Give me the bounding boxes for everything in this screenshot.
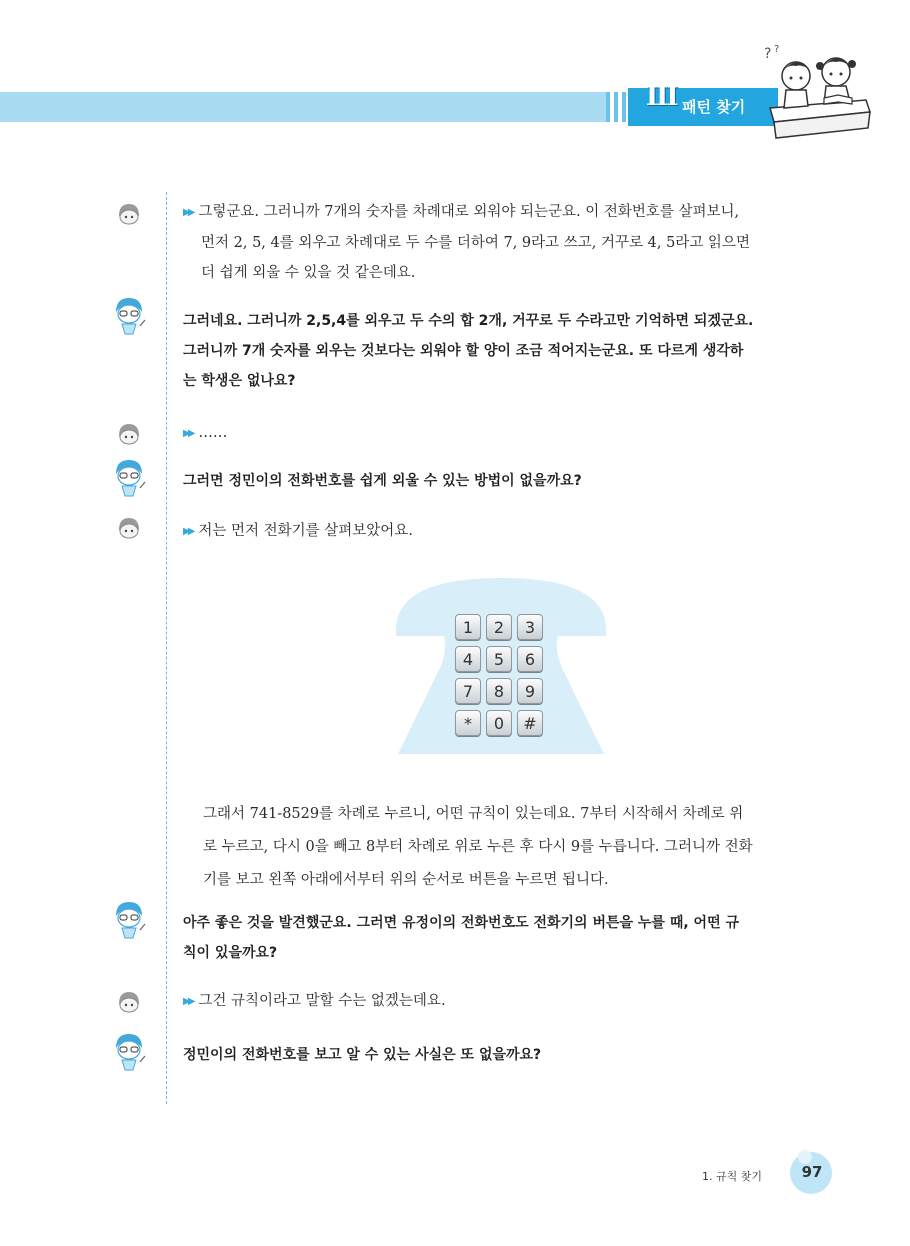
key-button: 2 bbox=[486, 614, 512, 640]
chapter-numeral: III bbox=[646, 82, 677, 112]
teacher-face-icon bbox=[112, 1032, 146, 1076]
student-face-icon bbox=[116, 422, 142, 446]
dialogue-line: 더 쉽게 외울 수 있을 것 같은데요. bbox=[201, 265, 416, 281]
header-stripe bbox=[606, 92, 610, 122]
header-stripe bbox=[622, 92, 626, 122]
dialogue-turn-student bbox=[183, 986, 833, 1017]
chapter-title: 패턴 찾기 bbox=[682, 98, 746, 116]
kids-at-desk-illustration bbox=[762, 40, 872, 140]
dialogue-line bbox=[183, 986, 833, 1017]
dialogue-turn-teacher bbox=[183, 1040, 833, 1070]
header-stripe bbox=[614, 92, 618, 122]
teacher-face-icon bbox=[112, 900, 146, 944]
dialogue-text: 저는 먼저 전화기를 살펴보았어요. bbox=[198, 523, 413, 539]
dialogue-line: 아주 좋은 것을 발견했군요. 그러면 유정이의 전화번호도 전화기의 버튼을 누를 때, 어떤 규 bbox=[183, 915, 739, 931]
dialogue-turn-teacher bbox=[183, 908, 833, 968]
dialogue-line bbox=[183, 418, 833, 449]
phone-keypad bbox=[455, 614, 543, 738]
dialogue-line: 정민이의 전화번호를 보고 알 수 있는 사실은 또 없을까요? bbox=[183, 1047, 542, 1063]
key-button: 6 bbox=[517, 646, 543, 672]
dialogue-line: 그러네요. 그러니까 2,5,4를 외우고 두 수의 합 2개, 거꾸로 두 수라고만 기억하면 되겠군요. bbox=[183, 313, 754, 329]
explanation-line: 로 누르고, 다시 0을 빼고 8부터 차례로 위로 누른 후 다시 9를 누릅니다. 그러니까 전화 bbox=[203, 839, 753, 855]
page-number: 97 bbox=[801, 1163, 823, 1181]
double-arrow-marker: ▶▶ bbox=[183, 428, 193, 439]
dialogue-line: 는 학생은 없나요? bbox=[183, 373, 296, 389]
key-button: 9 bbox=[517, 678, 543, 704]
explanation-line: 그래서 741-8529를 차례로 누르니, 어떤 규칙이 있는데요. 7부터 시작해서 차례로 위 bbox=[203, 806, 744, 822]
dialogue-turn-student bbox=[183, 197, 833, 288]
key-button: * bbox=[455, 710, 481, 736]
key-button: 4 bbox=[455, 646, 481, 672]
dialogue-turn-teacher bbox=[183, 466, 833, 496]
section-label: 1. 규칙 찾기 bbox=[702, 1170, 762, 1183]
dialogue-text: …… bbox=[198, 425, 228, 441]
double-arrow-marker: ▶▶ bbox=[183, 207, 193, 218]
dialogue-line bbox=[183, 197, 833, 228]
svg-text:?: ? bbox=[774, 44, 780, 55]
dialogue-line bbox=[183, 516, 833, 547]
key-button: 1 bbox=[455, 614, 481, 640]
dialogue-line: 먼저 2, 5, 4를 외우고 차례대로 두 수를 더하여 7, 9라고 쓰고, 거꾸로 4, 5라고 읽으면 bbox=[201, 235, 750, 251]
double-arrow-marker: ▶▶ bbox=[183, 526, 193, 537]
dialogue-turn-student bbox=[183, 418, 833, 449]
dialogue-turn-teacher bbox=[183, 306, 833, 396]
key-button: 3 bbox=[517, 614, 543, 640]
key-button: 8 bbox=[486, 678, 512, 704]
dialogue-turn-student bbox=[183, 516, 833, 547]
dialogue-text: 그건 규칙이라고 말할 수는 없겠는데요. bbox=[198, 993, 446, 1009]
student-explanation bbox=[203, 798, 833, 897]
double-arrow-marker: ▶▶ bbox=[183, 996, 193, 1007]
svg-text:?: ? bbox=[764, 46, 772, 62]
dialogue-line: 그러면 정민이의 전화번호를 쉽게 외울 수 있는 방법이 없을까요? bbox=[183, 473, 582, 489]
student-face-icon bbox=[116, 990, 142, 1014]
key-button: # bbox=[517, 710, 543, 736]
key-button: 5 bbox=[486, 646, 512, 672]
dialogue-line: 칙이 있을까요? bbox=[183, 945, 278, 961]
teacher-face-icon bbox=[112, 458, 146, 502]
margin-guide-line bbox=[166, 192, 167, 1104]
page-number-badge-dot bbox=[798, 1150, 812, 1164]
header-band bbox=[0, 92, 610, 122]
student-face-icon bbox=[116, 516, 142, 540]
dialogue-text: 그렇군요. 그러니까 7개의 숫자를 차례대로 외워야 되는군요. 이 전화번호를 살펴보니, bbox=[198, 204, 740, 220]
teacher-face-icon bbox=[112, 296, 146, 340]
student-face-icon bbox=[116, 202, 142, 226]
explanation-line: 기를 보고 왼쪽 아래에서부터 위의 순서로 버튼을 누르면 됩니다. bbox=[203, 872, 609, 888]
key-button: 0 bbox=[486, 710, 512, 736]
key-button: 7 bbox=[455, 678, 481, 704]
dialogue-line: 그러니까 7개 숫자를 외우는 것보다는 외워야 할 양이 조금 적어지는군요. 또 다르게 생각하 bbox=[183, 343, 744, 359]
